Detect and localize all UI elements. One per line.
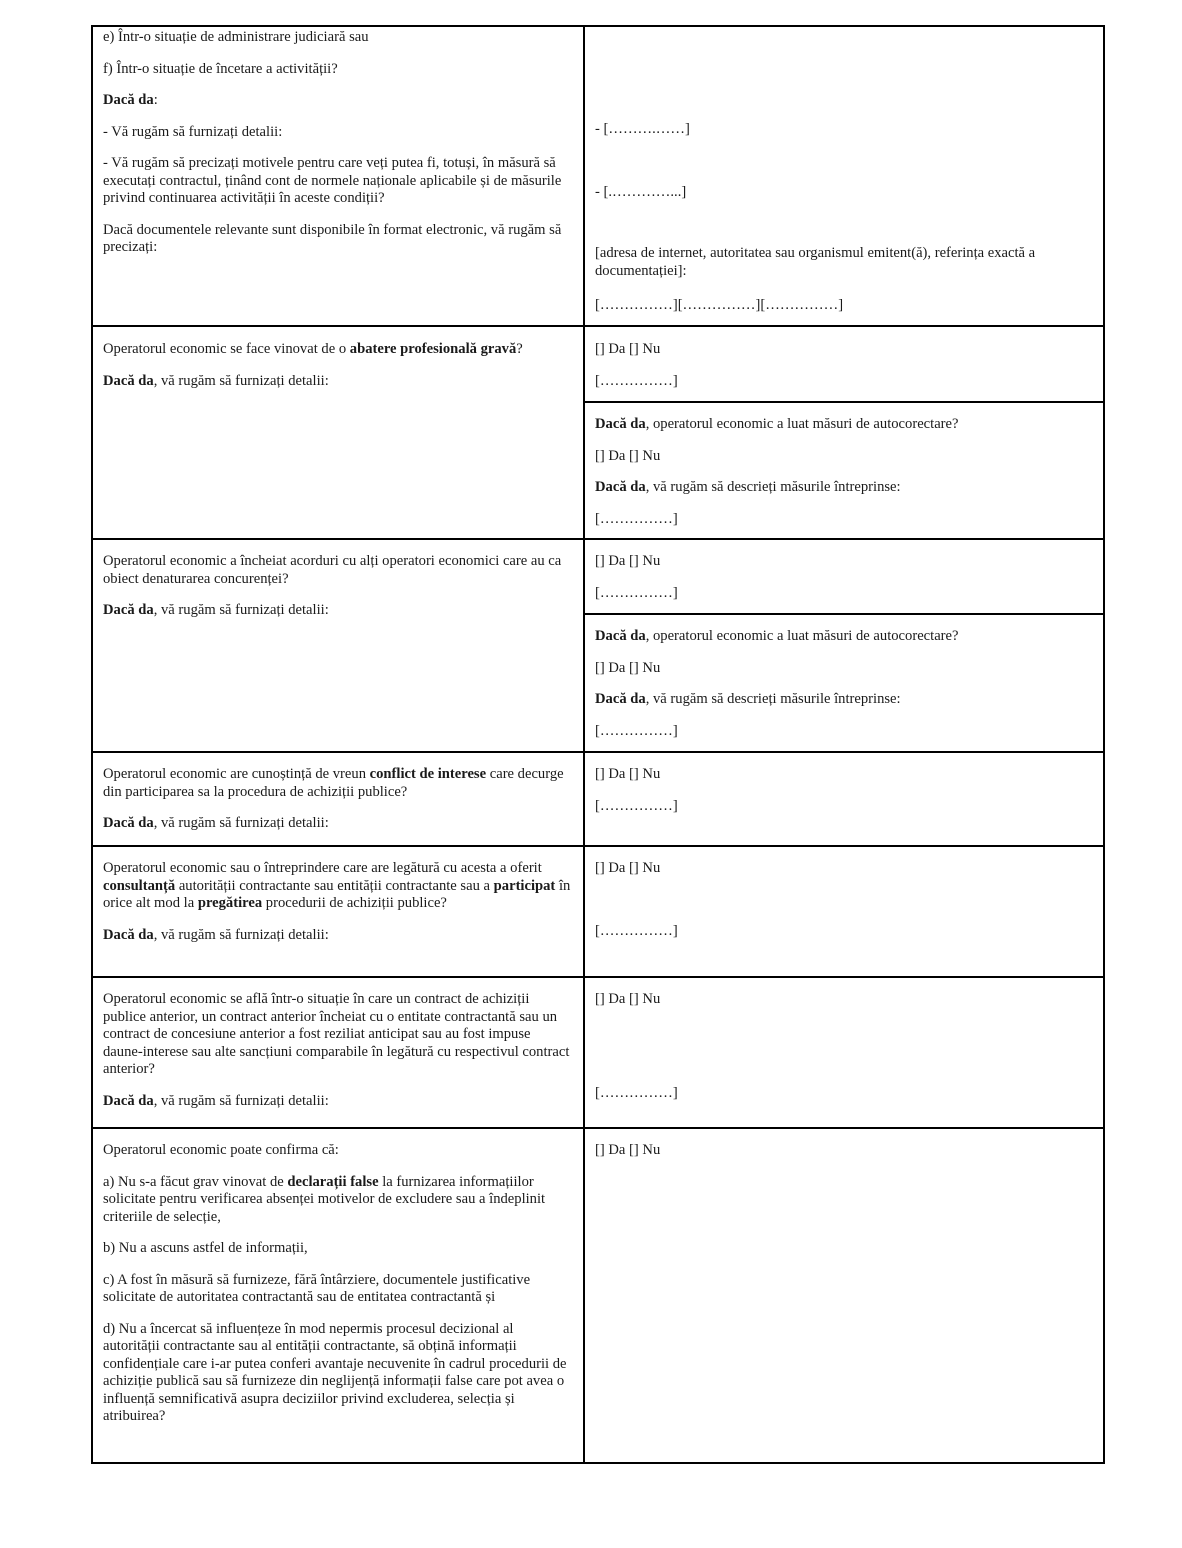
exclusion-grounds-table — [91, 25, 1105, 1464]
competition-distortion-question: Operatorul economic a încheiat acorduri cu alți operatori economici care au ca obiect denaturarea concurenței? — [103, 553, 562, 587]
documents-fields[interactable]: [……………][……………][……………] — [595, 297, 844, 313]
professional-misconduct-question: Operatorul economic se face vinovat de o abatere profesională gravă? — [103, 341, 523, 357]
details-answer-field[interactable]: [……………] — [595, 923, 678, 939]
row-divider — [93, 325, 1103, 327]
row4-answer-cell — [585, 766, 1103, 828]
row1-question-cell — [93, 29, 583, 270]
reasons-answer-field[interactable]: - [.…………...] — [595, 184, 687, 200]
details-answer-field[interactable]: [……………] — [595, 797, 678, 814]
documents-request: Dacă documentele relevante sunt disponibile în format electronic, vă rugăm să precizați: — [103, 221, 562, 255]
confirmation-item-c: c) A fost în măsură să furnizeze, fără întârziere, documentele justificative solicitate de autoritatea contractantă sau de entitatea contractantă și — [103, 1271, 531, 1305]
details-request: Dacă da, vă rugăm să furnizați detalii: — [103, 815, 329, 831]
yes-no-checkbox[interactable]: [] Da [] Nu — [595, 860, 661, 876]
yes-no-checkbox[interactable]: [] Da [] Nu — [595, 766, 661, 782]
details-answer-field[interactable]: [……………] — [595, 584, 678, 601]
details-request: Dacă da, vă rugăm să furnizați detalii: — [103, 372, 329, 389]
details-request: Dacă da, vă rugăm să furnizați detalii: — [103, 602, 329, 618]
conflict-of-interest-question: Operatorul economic are cunoștință de vreun conflict de interese care decurge din participarea sa la procedura de achiziții publice? — [103, 766, 564, 800]
yes-no-checkbox[interactable]: [] Da [] Nu — [595, 991, 661, 1007]
documents-hint: [adresa de internet, autoritatea sau organismul emitent(ă), referința exactă a documentației]: — [595, 245, 1036, 279]
details-answer-field[interactable]: [……………] — [595, 372, 678, 389]
row1-answer-cell — [585, 121, 1103, 313]
row5-question-cell — [93, 860, 583, 957]
details-request: - Vă rugăm să furnizați detalii: — [103, 123, 283, 140]
details-request: Dacă da, vă rugăm să furnizați detalii: — [103, 926, 329, 943]
reasons-request: - Vă rugăm să precizați motivele pentru care veți putea fi, totuși, în măsură să executați contractul, ținând cont de normele naționale aplicabile și de măsurile privind continuarea activității în aceste condiții? — [103, 155, 562, 206]
item-e: e) Într-o situație de administrare judiciară sau — [103, 29, 369, 45]
confirmation-item-a: a) Nu s-a făcut grav vinovat de declarații false la furnizarea informațiilor solicitate pentru verificarea absenței motivelor de excludere sau a îndeplinit criteriile de selecție, — [103, 1173, 546, 1225]
item-f: f) Într-o situație de încetare a activității? — [103, 60, 338, 77]
row2-question-cell — [93, 341, 583, 403]
row6-question-cell — [93, 991, 583, 1123]
if-yes-label: Dacă da: — [103, 92, 158, 108]
details-answer-field[interactable]: [……………] — [595, 1085, 678, 1101]
row7-answer-cell — [585, 1142, 1103, 1173]
yes-no-checkbox[interactable]: [] Da [] Nu — [595, 341, 661, 357]
confirmation-item-b: b) Nu a ascuns astfel de informații, — [103, 1240, 308, 1256]
row5-answer-cell — [585, 860, 1103, 939]
confirmation-intro: Operatorul economic poate confirma că: — [103, 1142, 339, 1158]
row7-question-cell — [93, 1142, 583, 1439]
row3-answer-cell — [585, 553, 1103, 615]
row2-selfcleaning-cell — [585, 416, 1103, 541]
measures-answer-field[interactable]: [……………] — [595, 510, 678, 527]
row-divider — [93, 1127, 1103, 1129]
row4-question-cell — [93, 766, 583, 846]
self-cleaning-yes-no[interactable]: [] Da [] Nu — [595, 447, 661, 464]
self-cleaning-question: Dacă da, operatorul economic a luat măsuri de autocorectare? — [595, 628, 959, 644]
details-answer-field[interactable]: - [……….……] — [595, 121, 690, 137]
confirmation-item-d: d) Nu a încercat să influențeze în mod nepermis procesul decizional al autorității contractante sau al entității contractante, să obțină informații confidențiale care i-ar putea conferi avantaje necuvenite în cadrul procedurii de achiziție publică sau să furnizeze din neglijență informații false care pot avea o influență semnificativă asupra deciziilor privind excluderea, selecția și atribuirea? — [103, 1320, 567, 1424]
contract-termination-question: Operatorul economic se află într-o situație în care un contract de achiziții publice anterior, un contract anterior încheiat cu o entitate contractantă sau un contract de concesiune anterior a fost reziliat anticipat sau au fost impuse daune-interese sau alte sancțiuni comparabile în legătură cu respectivul contract anterior? — [103, 991, 570, 1077]
details-request: Dacă da, vă rugăm să furnizați detalii: — [103, 1092, 329, 1109]
self-cleaning-yes-no[interactable]: [] Da [] Nu — [595, 659, 661, 676]
yes-no-checkbox[interactable]: [] Da [] Nu — [595, 1142, 661, 1158]
row-divider — [93, 976, 1103, 978]
measures-request: Dacă da, vă rugăm să descrieți măsurile întreprinse: — [595, 691, 901, 707]
row3-question-cell — [93, 553, 583, 633]
self-cleaning-question: Dacă da, operatorul economic a luat măsuri de autocorectare? — [595, 416, 959, 432]
consultancy-question: Operatorul economic sau o întreprindere care are legătură cu acesta a oferit consultanță autorității contractante sau entității contractante sau a participat în orice alt mod la pregătirea procedurii de achiziții publice? — [103, 860, 571, 911]
measures-request: Dacă da, vă rugăm să descrieți măsurile întreprinse: — [595, 479, 901, 495]
row3-selfcleaning-cell — [585, 628, 1103, 753]
measures-answer-field[interactable]: [……………] — [595, 722, 678, 739]
yes-no-checkbox[interactable]: [] Da [] Nu — [595, 553, 661, 569]
row6-answer-cell — [585, 991, 1103, 1101]
row2-answer-cell — [585, 341, 1103, 403]
